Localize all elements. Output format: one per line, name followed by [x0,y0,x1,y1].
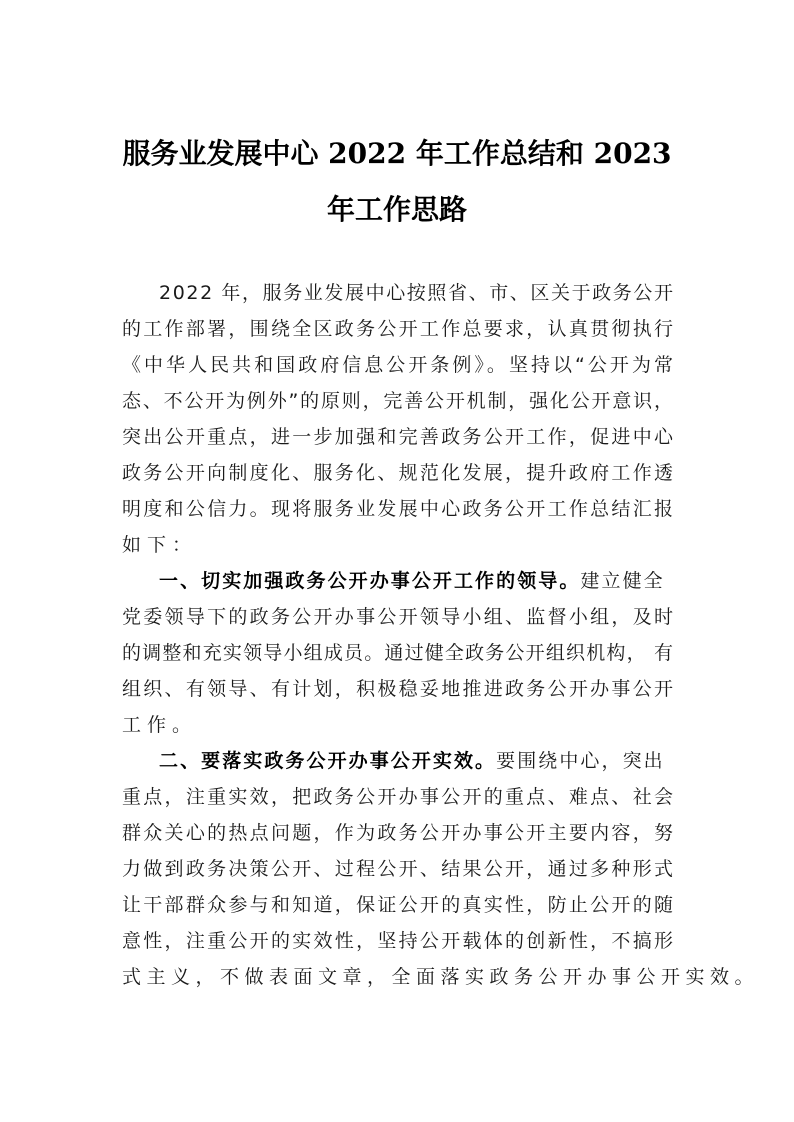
section-2-line: 让干部群众参与和知道，保证公开的真实性，防止公开的随 [122,894,676,916]
section-2-line: 群众关心的热点问题，作为政务公开办事公开主要内容，努 [122,822,676,844]
section-2-heading: 二、要落实政务公开办事公开实效。 [159,750,497,772]
section-2-line: 力做到政务决策公开、过程公开、结果公开，通过多种形式 [122,858,676,880]
document-title-line-1: 服务业发展中心 2022 年工作总结和 2023 [122,137,672,170]
section-1-first-line [159,569,673,605]
section-2-line: 式主义，不做表面文章，全面落实政务公开办事公开实效。 [122,966,760,988]
intro-line: 政务公开向制度化、服务化、规范化发展，提升政府工作透 [122,462,676,484]
intro-line: 《中华人民共和国政府信息公开条例》。坚持以“公开为常 [122,354,677,376]
section-1-line: 的调整和充实领导小组成员。通过健全政务公开组织机构， 有 [122,642,675,664]
intro-line: 2022 年，服务业发展中心按照省、市、区关于政务公开 [159,282,675,304]
section-1-line: 工作。 [122,714,198,736]
section-1-line: 党委领导下的政务公开办事公开领导小组、监督小组，及时 [122,606,676,628]
section-2-line: 重点，注重实效，把政务公开办事公开的重点、难点、社会 [122,786,676,808]
intro-line: 突出公开重点，进一步加强和完善政务公开工作，促进中心 [122,426,676,448]
intro-line: 明度和公信力。现将服务业发展中心政务公开工作总结汇报 [122,498,676,520]
section-2-first-line [159,749,673,785]
section-2-first-line-rest: 要围绕中心，突出 [496,750,665,772]
intro-line: 的工作部署，围绕全区政务公开工作总要求，认真贯彻执行 [122,318,676,340]
section-2-line: 意性，注重公开的实效性，坚持公开载体的创新性，不搞形 [122,930,676,952]
intro-line: 如下： [122,534,198,556]
section-1-line: 组织、有领导、有计划，积极稳妥地推进政务公开办事公开 [122,678,676,700]
section-1-heading: 一、切实加强政务公开办事公开工作的领导。 [159,570,581,592]
document-title-line-2: 年工作思路 [326,193,467,226]
intro-line: 态、不公开为例外”的原则，完善公开机制，强化公开意识， [122,390,675,412]
section-1-first-line-rest: 建立健全 [580,570,665,592]
